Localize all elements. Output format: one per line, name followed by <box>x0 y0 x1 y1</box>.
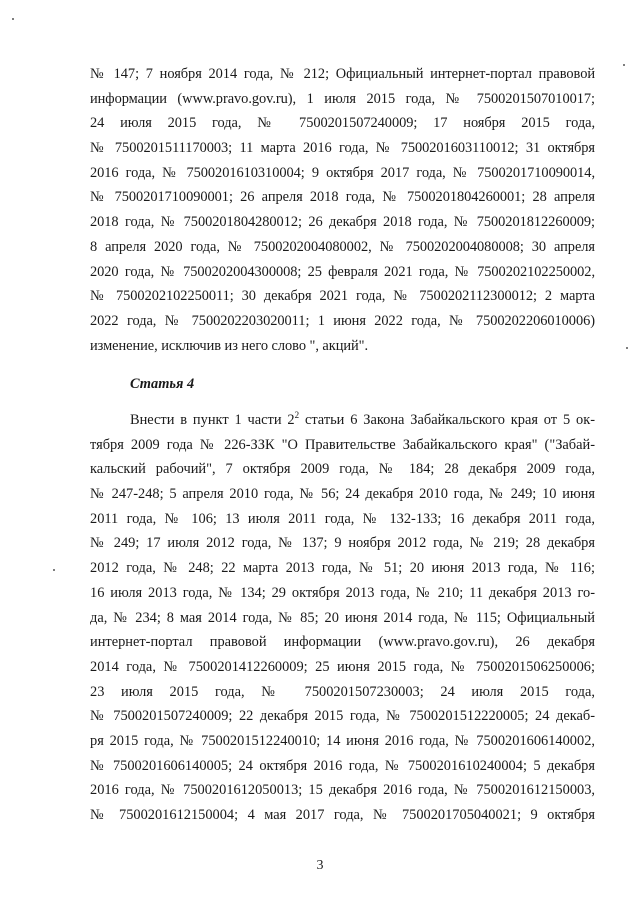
text-line-first-pre: Внести в пункт 1 части 2 <box>130 412 295 428</box>
text-line: информации (www.pravo.gov.ru), 1 июля 2015 года, № 7500201507010017; <box>90 90 595 107</box>
text-line: № 249; 17 июля 2012 года, № 137; 9 ноября 2012 года, № 219; 28 декабря <box>90 535 595 552</box>
text-line: № 7500201507240009; 22 декабря 2015 года, № 7500201512220005; 24 декаб- <box>90 708 595 725</box>
text-line: № 7500201612150004; 4 мая 2017 года, № 7500201705040021; 9 октября <box>90 807 595 823</box>
text-line-first <box>90 408 595 433</box>
text-line: да, № 234; 8 мая 2014 года, № 85; 20 июня 2014 года, № 115; Официальный <box>90 609 595 626</box>
text-line: тября 2009 года № 226-ЗЗК "О Правительстве Забайкальского края" ("Забай- <box>90 436 595 453</box>
text-line: изменение, исключив из него слово ", акций". <box>90 337 369 354</box>
scan-speck <box>623 64 625 66</box>
article-4-heading: Статья 4 <box>130 376 195 392</box>
text-line: 2018 года, № 7500201804280012; 26 декабря 2018 года, № 7500201812260009; <box>90 214 595 231</box>
scan-speck <box>626 347 628 349</box>
article-4-text <box>90 408 595 828</box>
text-line: № 7500202102250011; 30 декабря 2021 года, № 7500202112300012; 2 марта <box>90 288 595 305</box>
text-line: № 147; 7 ноября 2014 года, № 212; Официальный интернет-портал правовой <box>90 66 595 82</box>
scan-speck <box>12 18 14 20</box>
text-line: № 7500201511170003; 11 марта 2016 года, № 7500201603110012; 31 октября <box>90 140 595 157</box>
text-line: 2014 года, № 7500201412260009; 25 июня 2015 года, № 7500201506250006; <box>90 658 595 675</box>
text-line: 16 июля 2013 года, № 134; 29 октября 2013 года, № 210; 11 декабря 2013 го- <box>90 584 595 601</box>
text-line: № 7500201606140005; 24 октября 2016 года, № 7500201610240004; 5 декабря <box>90 757 595 774</box>
page-number: 3 <box>316 858 324 873</box>
text-line: 8 апреля 2020 года, № 7500202004080002, № 7500202004080008; 30 апреля <box>90 238 595 255</box>
superscript: 2 <box>294 410 300 421</box>
text-line: кальский рабочий", 7 октября 2009 года, № 184; 28 декабря 2009 года, <box>90 461 595 478</box>
text-line: 2016 года, № 7500201612050013; 15 декабря 2016 года, № 7500201612150003, <box>90 782 595 799</box>
scan-speck <box>53 569 55 571</box>
text-line: интернет-портал правовой информации (www.pravo.gov.ru), 26 декабря <box>90 634 595 651</box>
text-line: 2022 года, № 7500202203020011; 1 июня 2022 года, № 7500202206010006) <box>90 312 595 329</box>
text-line: 2016 года, № 7500201610310004; 9 октября 2017 года, № 7500201710090014, <box>90 164 595 181</box>
text-line: 2012 года, № 248; 22 марта 2013 года, № 51; 20 июня 2013 года, № 116; <box>90 560 595 577</box>
text-line: ря 2015 года, № 7500201512240010; 14 июня 2016 года, № 7500201606140002, <box>90 732 595 749</box>
text-line: № 247-248; 5 апреля 2010 года, № 56; 24 декабря 2010 года, № 249; 10 июня <box>90 486 595 503</box>
text-line: 23 июля 2015 года, № 7500201507230003; 24 июля 2015 года, <box>90 683 595 700</box>
text-line: 2011 года, № 106; 13 июля 2011 года, № 132-133; 16 декабря 2011 года, <box>90 510 595 527</box>
text-line-first-post: статьи 6 Закона Забайкальского края от 5 ок- <box>299 412 595 428</box>
text-line: 2020 года, № 7500202004300008; 25 февраля 2021 года, № 7500202102250002, <box>90 263 595 280</box>
text-line: № 7500201710090001; 26 апреля 2018 года, № 7500201804260001; 28 апреля <box>90 189 595 206</box>
text-line: 24 июля 2015 года, № 7500201507240009; 17 ноября 2015 года, <box>90 115 595 132</box>
article-3-text-end <box>90 62 595 358</box>
